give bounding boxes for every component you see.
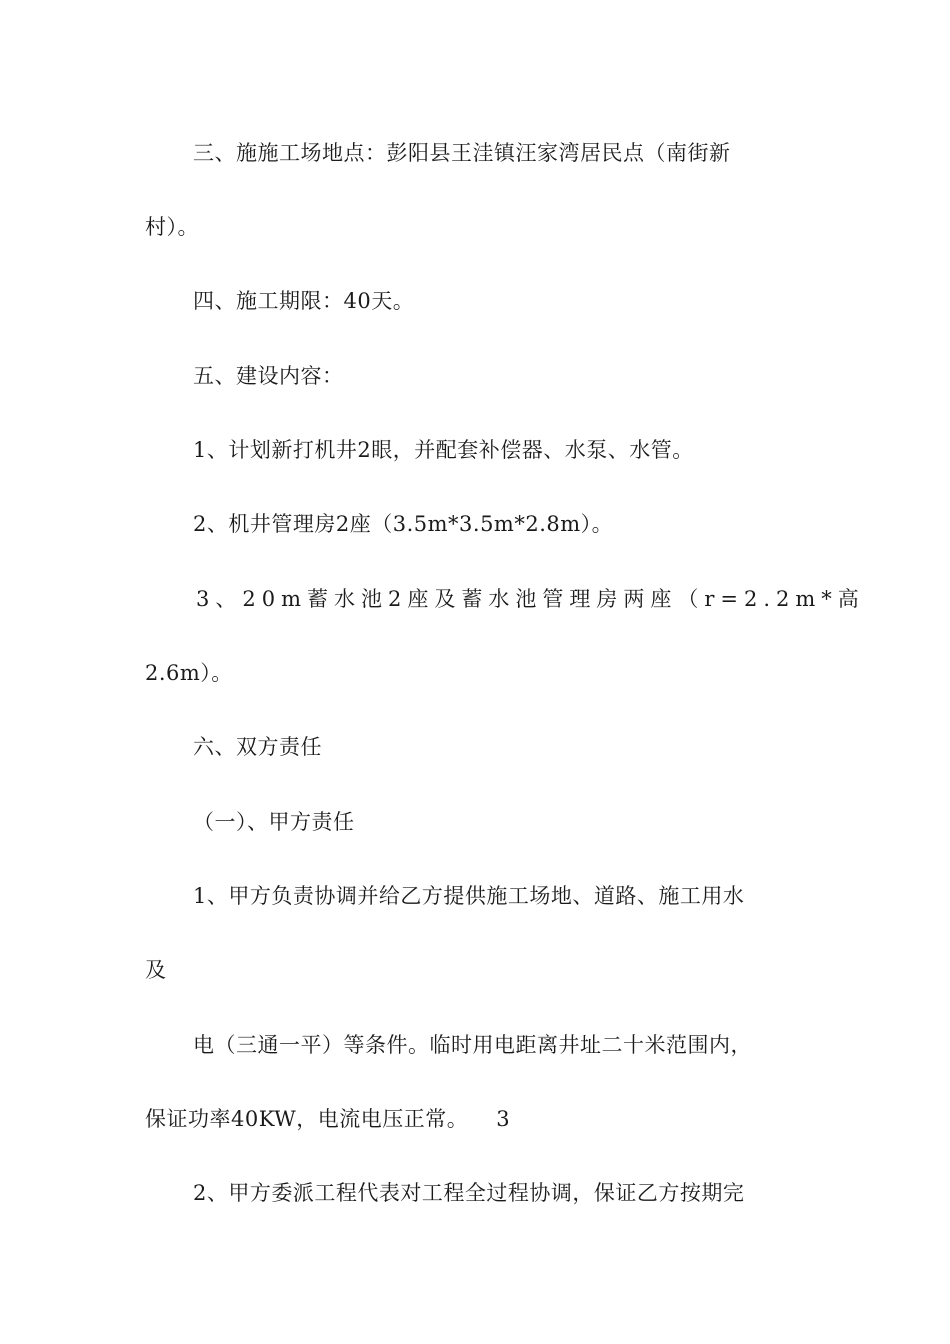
page-number: 3	[496, 1107, 511, 1131]
list-item-party-a-2: 2、甲方委派工程代表对工程全过程协调，保证乙方按期完	[193, 1181, 745, 1205]
list-item-reservoir-cont: 2.6m）。	[145, 661, 233, 685]
paragraph-construction-site: 三、施施工场地点：彭阳县王洼镇汪家湾居民点（南街新	[193, 141, 731, 165]
list-item-party-a-1: 1、甲方负责协调并给乙方提供施工场地、道路、施工用水	[193, 884, 745, 908]
heading-responsibilities: 六、双方责任	[193, 735, 322, 759]
list-item-reservoir: 3、20m蓄水池2座及蓄水池管理房两座（r=2.2m*高	[196, 587, 865, 611]
paragraph-construction-period: 四、施工期限：40天。	[193, 289, 415, 313]
subheading-party-a: （一）、甲方责任	[193, 810, 355, 834]
paragraph-construction-site-cont: 村）。	[145, 215, 199, 239]
list-item-party-a-1-cont: 及	[145, 958, 167, 982]
paragraph-power-rating	[145, 1105, 510, 1133]
power-rating-text: 保证功率40KW，电流电压正常。	[145, 1107, 469, 1131]
heading-construction-content: 五、建设内容：	[193, 364, 344, 388]
list-item-wells: 1、计划新打机井2眼，并配套补偿器、水泵、水管。	[193, 438, 694, 462]
list-item-management-room: 2、机井管理房2座（3.5m*3.5m*2.8m）。	[193, 512, 614, 536]
paragraph-power-conditions: 电（三通一平）等条件。临时用电距离井址二十米范围内，	[193, 1033, 752, 1057]
